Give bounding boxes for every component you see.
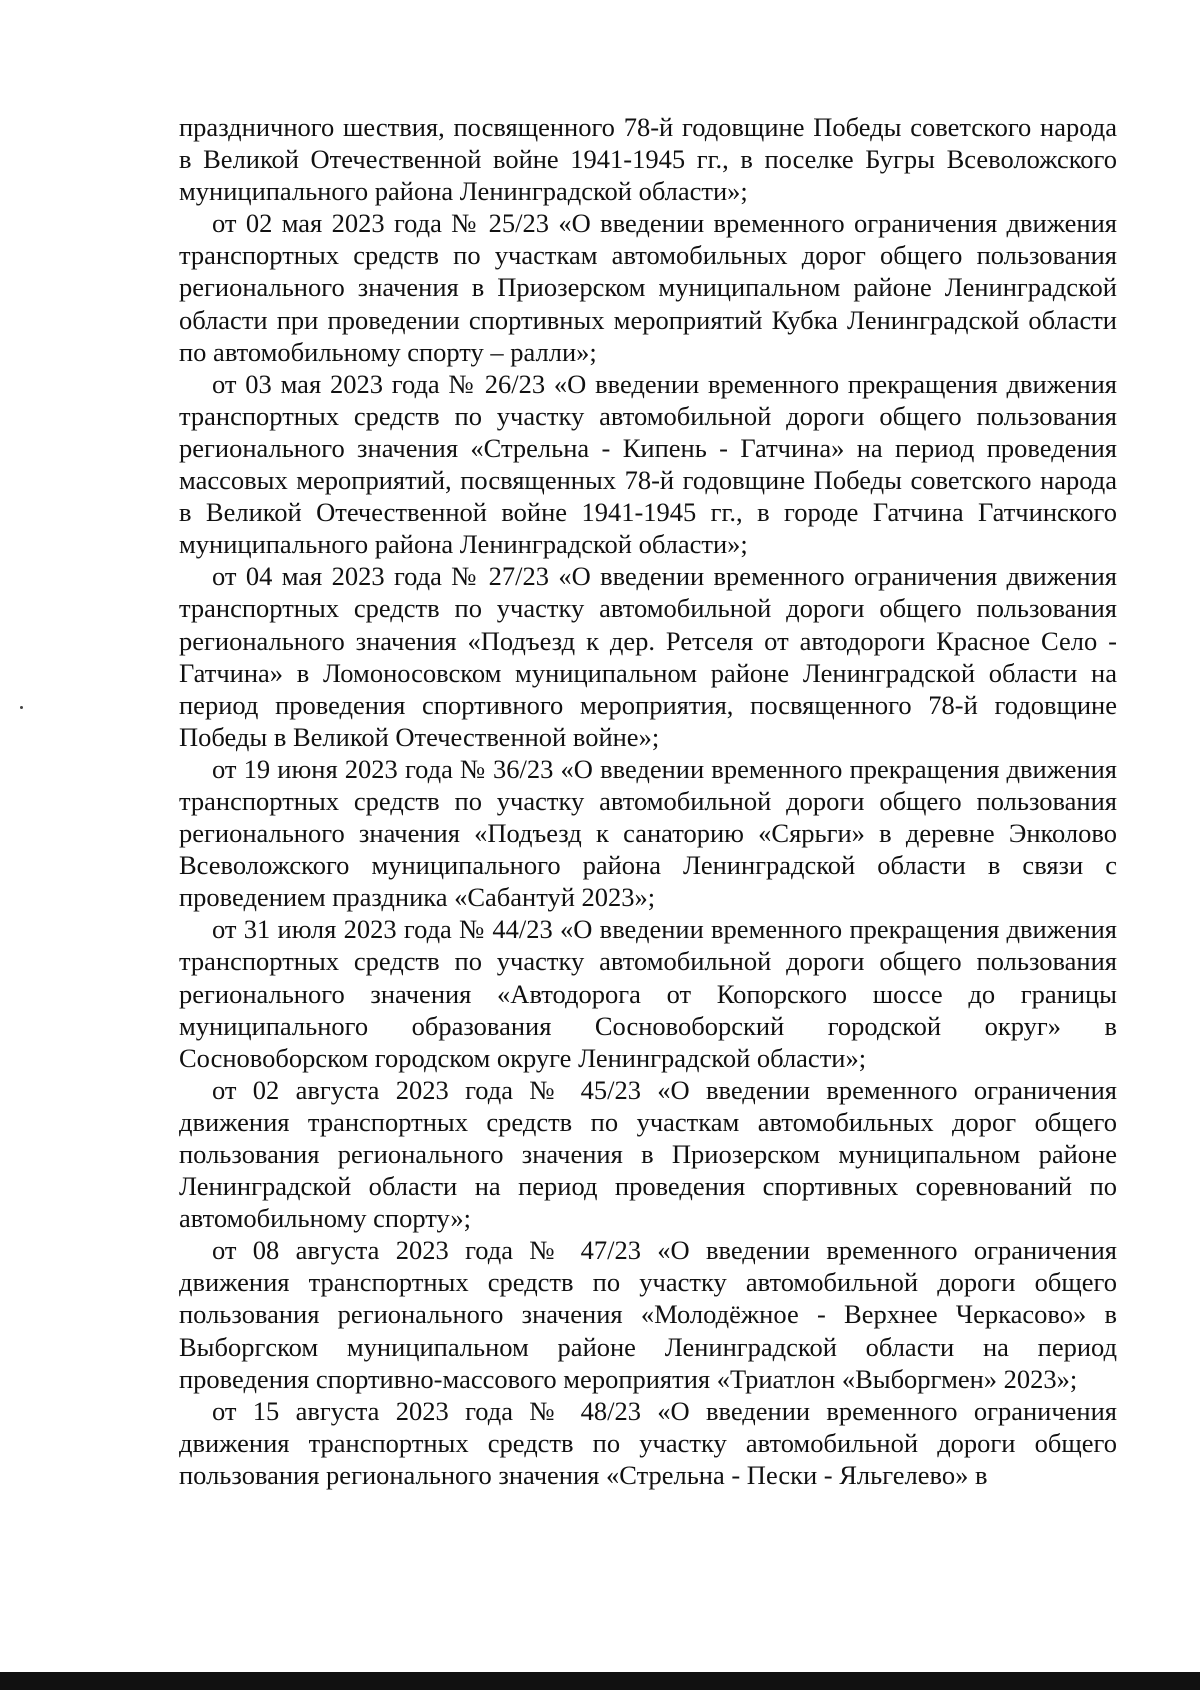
paragraph-order-27-23: от 04 мая 2023 года № 27/23 «О введении временного ограничения движения транспортных средств по участку автомобильной дороги общего пользования регионального значения «Подъезд к дер. Ретселя от автодороги Красное Село - Гатчина» в Ломоносовском муниципальном районе Ленинградской области на период проведения спортивного мероприятия, посвященного 78-й годовщине Победы в Великой Отечественной войне»; <box>179 561 1117 752</box>
document-body <box>179 111 1117 1491</box>
paragraph-order-36-23: от 19 июня 2023 года № 36/23 «О введении временного прекращения движения транспортных средств по участку автомобильной дороги общего пользования регионального значения «Подъезд к санаторию «Сярьги» в деревне Энколово Всеволожского муниципального района Ленинградской области в связи с проведением праздника «Сабантуй 2023»; <box>179 753 1117 913</box>
paragraph-order-48-23: от 15 августа 2023 года № 48/23 «О введении временного ограничения движения транспортных средств по участку автомобильной дороги общего пользования регионального значения «Стрельна - Пески - Яльгелево» в <box>179 1395 1117 1490</box>
paragraph-order-44-23: от 31 июля 2023 года № 44/23 «О введении временного прекращения движения транспортных средств по участку автомобильной дороги общего пользования регионального значения «Автодорога от Копорского шоссе до границы муниципального образования Сосновоборский городской округ» в Сосновоборском городском округе Ленинградской области»; <box>179 914 1117 1073</box>
paragraph-order-45-23: от 02 августа 2023 года № 45/23 «О введении временного ограничения движения транспортных средств по участкам автомобильных дорог общего пользования регионального значения в Приозерском муниципальном районе Ленинградской области на период проведения спортивных соревнований по автомобильному спорту»; <box>179 1074 1117 1234</box>
paragraph-continuation: праздничного шествия, посвященного 78-й годовщине Победы советского народа в Великой Отечественной войне 1941-1945 гг., в поселке Бугры Всеволожского муниципального района Ленинградской области»; <box>179 112 1117 207</box>
scan-speck <box>20 706 23 709</box>
scan-bottom-edge <box>0 1672 1200 1690</box>
paragraph-order-47-23: от 08 августа 2023 года № 47/23 «О введении временного ограничения движения транспортных средств по участку автомобильной дороги общего пользования регионального значения «Молодёжное - Верхнее Черкасово» в Выборгском муниципальном районе Ленинградской области на период проведения спортивно-массового мероприятия «Триатлон «Выборгмен» 2023»; <box>179 1235 1117 1394</box>
paragraph-order-25-23: от 02 мая 2023 года № 25/23 «О введении временного ограничения движения транспортных средств по участкам автомобильных дорог общего пользования регионального значения в Приозерском муниципальном районе Ленинградской области при проведении спортивных мероприятий Кубка Ленинградской области по автомобильному спорту – ралли»; <box>179 208 1117 367</box>
paragraph-order-26-23: от 03 мая 2023 года № 26/23 «О введении временного прекращения движения транспортных средств по участку автомобильной дороги общего пользования регионального значения «Стрельна - Кипень - Гатчина» на период проведения массовых мероприятий, посвященных 78-й годовщине Победы советского народа в Великой Отечественной войне 1941-1945 гг., в городе Гатчина Гатчинского муниципального района Ленинградской области»; <box>179 368 1117 560</box>
